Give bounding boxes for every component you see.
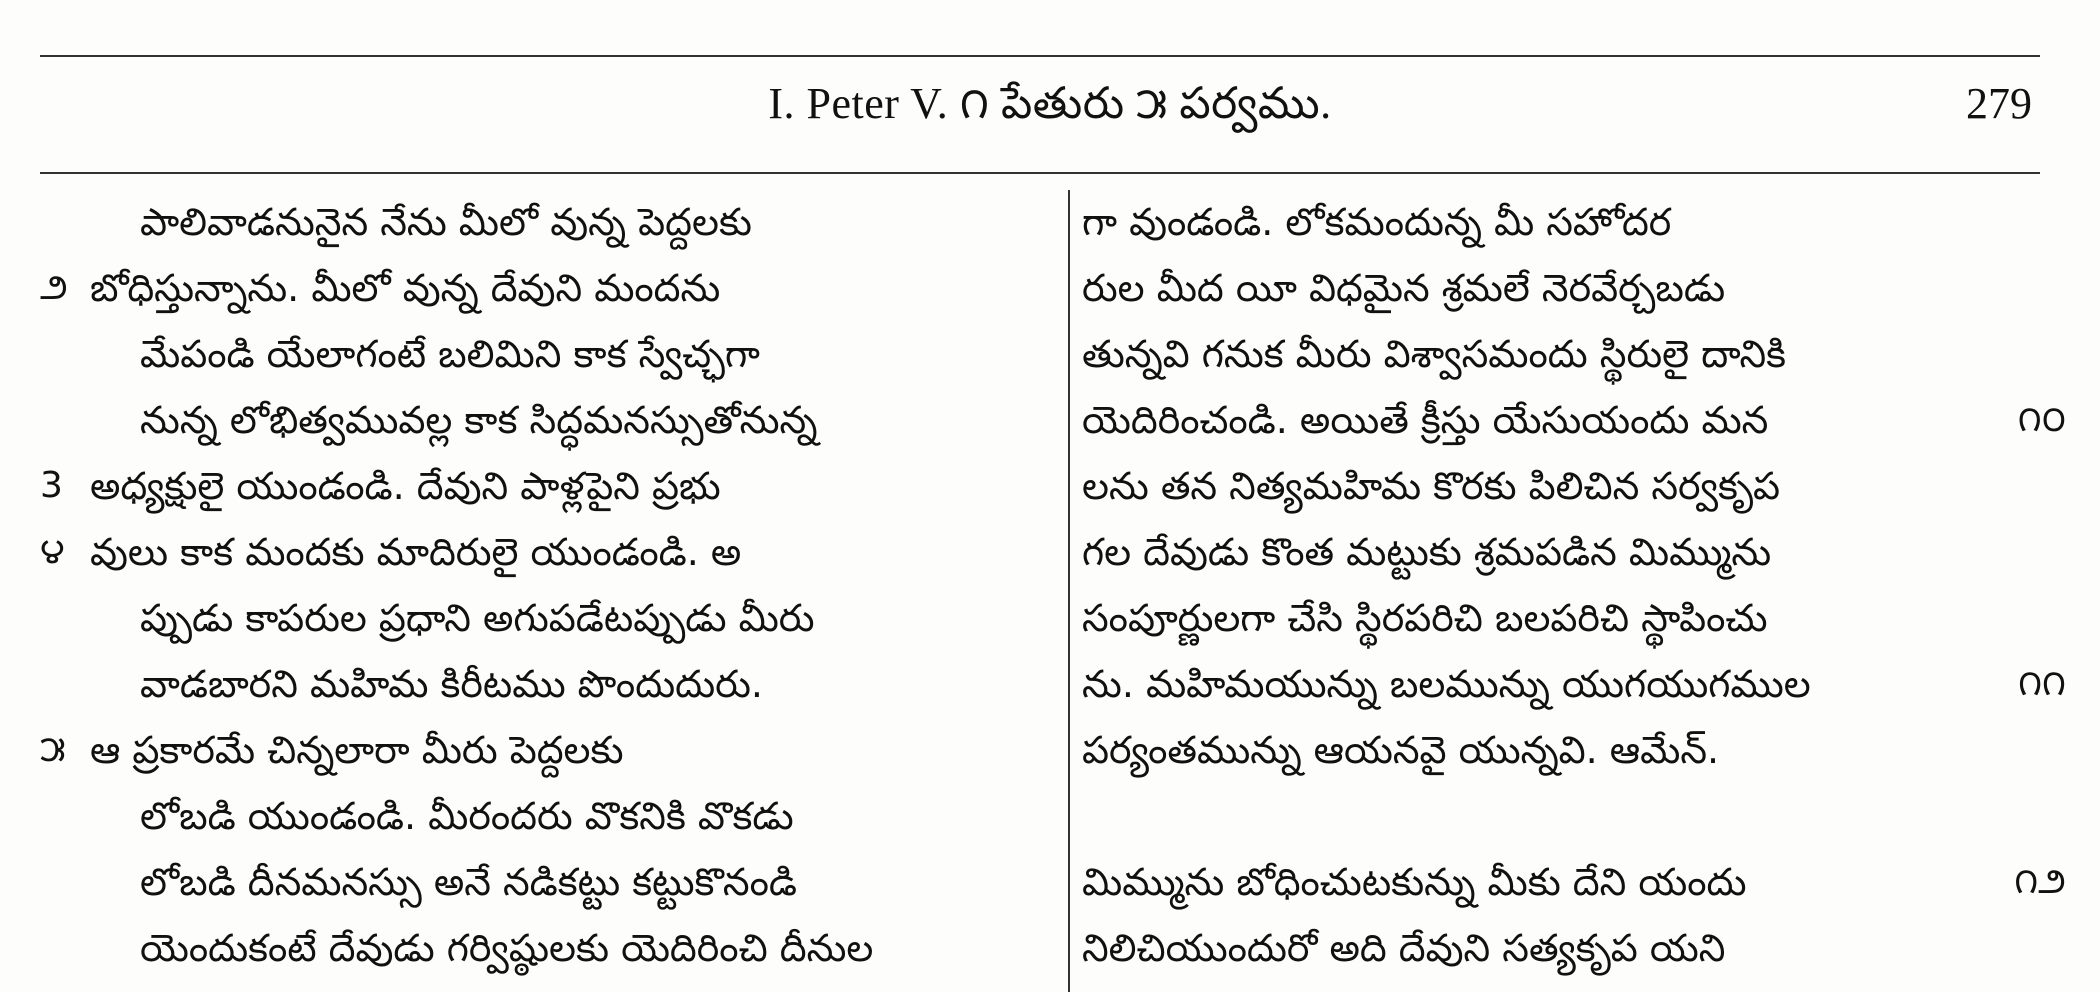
text-line: వాడబారని మహిమ కిరీటము పొందుదురు.	[140, 662, 763, 706]
verse-number: ౫	[40, 729, 66, 770]
text-line: అధ్యక్షులై యుండండి. దేవుని పాళ్లపైని ప్రభు	[90, 464, 721, 508]
text-line: లోబడి దీనమనస్సు అనే నడికట్టు కట్టుకొనండి	[140, 860, 797, 904]
text-line: లను తన నిత్యమహిమ కొరకు పిలిచిన సర్వకృప	[1082, 464, 1781, 508]
verse-number: ౧౧	[2018, 663, 2066, 704]
text-line: మేపండి యేలాగంటే బలిమిని కాక స్వేచ్ఛగా	[140, 332, 760, 376]
text-line: నిలిచియుందురో అది దేవుని సత్యకృప యని	[1082, 926, 1726, 970]
text-line: ఆ ప్రకారమే చిన్నలారా మీరు పెద్దలకు	[90, 728, 624, 772]
text-line: తున్నవి గనుక మీరు విశ్వాసమందు స్థిరులై దానికి	[1082, 332, 1787, 376]
text-line: నున్న లోభిత్వమువల్ల కాక సిద్ధమనస్సుతోనున్న	[140, 398, 818, 442]
text-line: వులు కాక మందకు మాదిరులై యుండండి. అ	[90, 530, 742, 574]
text-line: ప్పుడు కాపరుల ప్రధాని అగుపడేటప్పుడు మీరు	[140, 596, 815, 640]
page-header-title: I. Peter V. ౧ పేతురు ౫ పర్వము.	[768, 79, 1332, 128]
text-line: గా వుండండి. లోకమందున్న మీ సహోదర	[1082, 200, 1672, 244]
page-number: 279	[1966, 79, 2032, 128]
verse-number: ౧౦	[2017, 399, 2066, 440]
text-line: బోధిస్తున్నాను. మీలో వున్న దేవుని మందను	[90, 266, 721, 310]
verse-number: ౧౨	[2014, 861, 2066, 902]
verse-number: ౪	[40, 531, 65, 572]
text-line: సంపూర్ణులగా చేసి స్థిరపరిచి బలపరిచి స్థాపించు	[1082, 596, 1768, 640]
text-line: పర్యంతమున్ను ఆయనవై యున్నవి. ఆమేన్.	[1082, 728, 1720, 772]
verse-number: ౨	[40, 267, 68, 308]
text-line: యెందుకంటే దేవుడు గర్విష్ఠులకు యెదిరించి దీనుల	[140, 926, 874, 970]
text-line: ను. మహిమయున్ను బలమున్ను యుగయుగముల	[1082, 662, 1811, 706]
text-line: మిమ్మును బోధించుటకున్ను మీకు దేని యందు	[1082, 860, 1747, 904]
header-rule	[40, 172, 2040, 174]
verse-number: 3	[40, 465, 63, 506]
text-line: లోబడి యుండండి. మీరందరు వొకనికి వొకడు	[140, 794, 794, 838]
top-rule	[40, 55, 2040, 57]
text-line: గల దేవుడు కొంత మట్టుకు శ్రమపడిన మిమ్మును	[1082, 530, 1772, 574]
column-divider	[1068, 190, 1070, 992]
text-line: రుల మీద యీ విధమైన శ్రమలే నెరవేర్చబడు	[1082, 266, 1726, 310]
text-line: యెదిరించండి. అయితే క్రీస్తు యేసుయందు మన	[1082, 398, 1769, 442]
text-line: పాలివాడనునైన నేను మీలో వున్న పెద్దలకు	[140, 200, 752, 244]
